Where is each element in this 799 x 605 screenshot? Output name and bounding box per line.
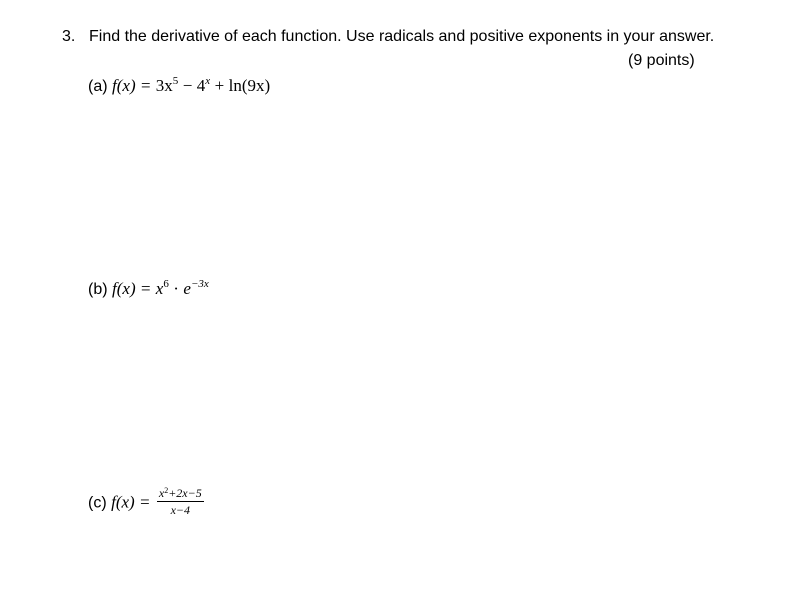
part-b-label: (b) xyxy=(88,281,108,298)
part-c-numerator: $x^2+2x-5$ xyxy=(158,486,202,500)
part-a-op2: + xyxy=(214,76,225,95)
part-c-label: (c) xyxy=(88,494,107,512)
part-a-term2: 4$^x$ xyxy=(196,75,211,95)
part-a-op1: − xyxy=(182,76,193,95)
part-a xyxy=(88,76,270,96)
part-c-denominator: x−4 xyxy=(170,503,191,517)
part-a-lhs: f(x) = xyxy=(112,76,152,95)
part-a-term3: ln(9x) xyxy=(228,76,271,95)
part-c xyxy=(88,488,204,519)
question-points: (9 points) xyxy=(628,52,695,69)
question-instructions: Find the derivative of each function. Use radicals and positive exponents in your answer. xyxy=(89,28,715,45)
part-a-term1: $3x^5$ xyxy=(155,75,179,95)
part-b-lhs: f(x) = xyxy=(112,279,152,298)
part-c-fraction xyxy=(157,486,204,517)
part-b-term1: $x^6$ xyxy=(155,278,169,298)
part-b xyxy=(88,279,209,299)
question-number: 3. xyxy=(62,28,76,45)
part-c-lhs: f(x) = xyxy=(111,492,151,512)
part-b-dot: · xyxy=(173,279,179,298)
part-a-label: (a) xyxy=(88,78,108,95)
part-b-term2: $e^{-3x}$ xyxy=(183,278,209,298)
